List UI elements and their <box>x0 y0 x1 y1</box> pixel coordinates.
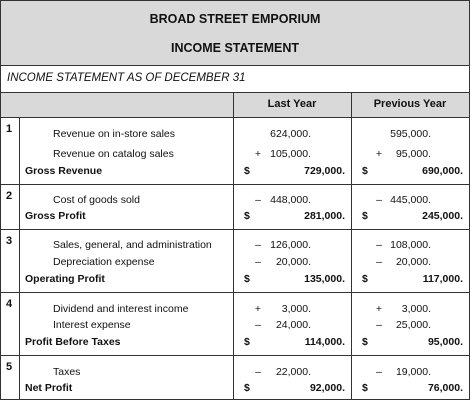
dollar-sign-last-year: $ <box>244 336 250 348</box>
line-item-label: Revenue on catalog sales <box>53 148 174 160</box>
total-row <box>1 210 469 226</box>
line-item-label: Interest expense <box>53 319 131 331</box>
dollar-sign-previous-year: $ <box>362 165 368 177</box>
amount-last-year: 105,000. <box>270 148 311 160</box>
total-last-year: 92,000. <box>309 382 345 394</box>
dollar-sign-previous-year: $ <box>362 273 368 285</box>
section-number: 5 <box>6 361 13 373</box>
sign-last-year: – <box>255 366 261 378</box>
line-item-label: Dividend and interest income <box>53 303 189 315</box>
column-header-row <box>1 93 469 118</box>
sign-previous-year: – <box>376 194 382 206</box>
line-item-label: Sales, general, and administration <box>53 239 212 251</box>
line-item <box>1 303 469 319</box>
dollar-sign-last-year: $ <box>244 165 250 177</box>
total-label: Gross Revenue <box>25 165 103 177</box>
total-last-year: 729,000. <box>304 165 345 177</box>
statement-subtitle: INCOME STATEMENT AS OF DECEMBER 31 <box>7 72 246 84</box>
total-row <box>1 336 469 352</box>
line-item <box>1 366 469 382</box>
sign-previous-year: – <box>376 256 382 268</box>
statement-header <box>1 1 469 66</box>
section-number: 3 <box>6 235 13 247</box>
line-item-label: Revenue on in-store sales <box>53 128 175 140</box>
line-item <box>1 194 469 210</box>
amount-last-year: 126,000. <box>270 239 311 251</box>
total-previous-year: 690,000. <box>422 165 463 177</box>
sign-previous-year: – <box>376 239 382 251</box>
total-previous-year: 95,000. <box>427 336 463 348</box>
sign-last-year: + <box>254 303 262 315</box>
sign-last-year: – <box>255 239 261 251</box>
total-label: Net Profit <box>25 382 73 394</box>
amount-previous-year: 3,000. <box>401 303 431 315</box>
total-row <box>1 165 469 181</box>
amount-last-year: 3,000. <box>281 303 311 315</box>
section-number: 2 <box>6 190 13 202</box>
dollar-sign-previous-year: $ <box>362 336 368 348</box>
total-previous-year: 76,000. <box>427 382 463 394</box>
amount-last-year: 448,000. <box>270 194 311 206</box>
line-item-label: Taxes <box>53 366 81 378</box>
amount-previous-year: 445,000. <box>390 194 431 206</box>
dollar-sign-last-year: $ <box>244 382 250 394</box>
line-item <box>1 128 469 144</box>
total-row <box>1 273 469 289</box>
sign-previous-year: + <box>375 303 383 315</box>
dollar-sign-previous-year: $ <box>362 210 368 222</box>
line-item <box>1 319 469 335</box>
total-row <box>1 382 469 398</box>
dollar-sign-previous-year: $ <box>362 382 368 394</box>
total-label: Profit Before Taxes <box>25 336 121 348</box>
sign-previous-year: – <box>376 366 382 378</box>
section-1 <box>1 118 469 184</box>
amount-previous-year: 19,000. <box>395 366 431 378</box>
total-last-year: 114,000. <box>304 336 345 348</box>
company-name: BROAD STREET EMPORIUM <box>149 12 321 26</box>
amount-previous-year: 595,000. <box>390 128 431 140</box>
column-header-last-year: Last Year <box>267 98 317 110</box>
statement-title: INCOME STATEMENT <box>170 41 299 55</box>
amount-previous-year: 95,000. <box>395 148 431 160</box>
column-header-previous-year: Previous Year <box>373 98 447 110</box>
section-2 <box>1 185 469 229</box>
amount-last-year: 20,000. <box>275 256 311 268</box>
total-last-year: 135,000. <box>304 273 345 285</box>
sign-previous-year: – <box>376 319 382 331</box>
total-label: Gross Profit <box>25 210 86 222</box>
total-previous-year: 117,000. <box>422 273 463 285</box>
amount-last-year: 624,000. <box>270 128 311 140</box>
section-number: 1 <box>6 123 13 135</box>
section-number: 4 <box>6 298 13 310</box>
line-item-label: Cost of goods sold <box>53 194 140 206</box>
total-previous-year: 245,000. <box>422 210 463 222</box>
sign-last-year: – <box>255 256 261 268</box>
line-item <box>1 239 469 255</box>
amount-previous-year: 25,000. <box>395 319 431 331</box>
sign-last-year: – <box>255 319 261 331</box>
sign-last-year: – <box>255 194 261 206</box>
amount-last-year: 22,000. <box>275 366 311 378</box>
total-label: Operating Profit <box>25 273 105 285</box>
section-4 <box>1 293 469 355</box>
sign-last-year: + <box>254 148 262 160</box>
line-item <box>1 256 469 272</box>
dollar-sign-last-year: $ <box>244 210 250 222</box>
line-item-label: Depreciation expense <box>53 256 155 268</box>
amount-previous-year: 20,000. <box>395 256 431 268</box>
line-item <box>1 148 469 164</box>
sign-previous-year: + <box>375 148 383 160</box>
statement-subtitle-row <box>1 66 469 93</box>
amount-last-year: 24,000. <box>275 319 311 331</box>
dollar-sign-last-year: $ <box>244 273 250 285</box>
section-5 <box>1 356 469 399</box>
total-last-year: 281,000. <box>304 210 345 222</box>
section-3 <box>1 230 469 292</box>
amount-previous-year: 108,000. <box>390 239 431 251</box>
